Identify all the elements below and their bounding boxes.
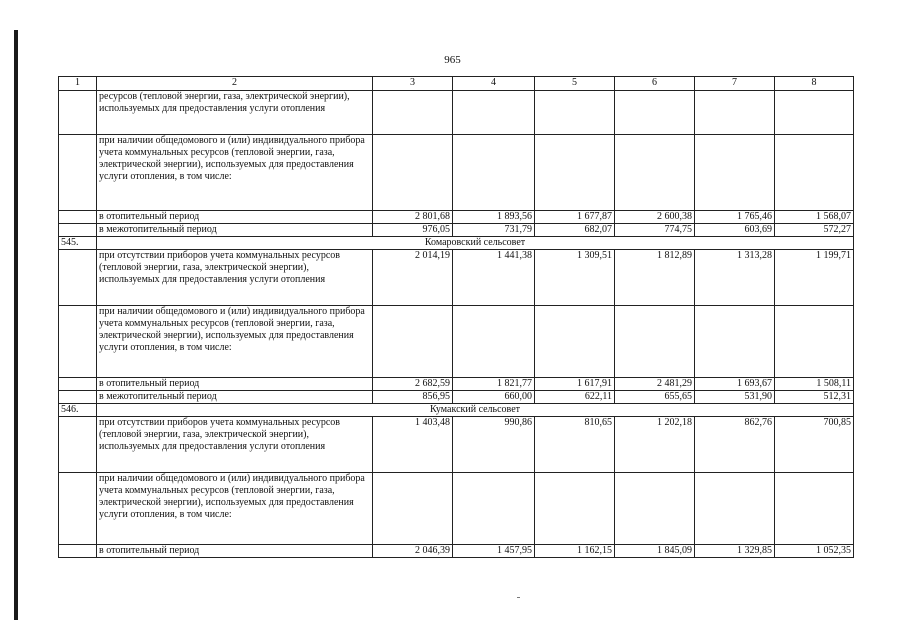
row-number-cell <box>59 91 97 135</box>
value-cell: 1 313,28 <box>695 250 775 306</box>
value-cell: 1 309,51 <box>535 250 615 306</box>
row-number-cell <box>59 417 97 473</box>
value-cell: 1 677,87 <box>535 211 615 224</box>
value-cell: 1 457,95 <box>453 545 535 558</box>
value-cell: 1 441,38 <box>453 250 535 306</box>
value-cell: 572,27 <box>775 224 854 237</box>
value-cell: 2 600,38 <box>615 211 695 224</box>
value-cell: 1 893,56 <box>453 211 535 224</box>
table-row <box>59 91 854 135</box>
description-cell: в отопительный период <box>97 545 373 558</box>
table-row <box>59 417 854 473</box>
table-row <box>59 250 854 306</box>
description-cell: в отопительный период <box>97 211 373 224</box>
table-row <box>59 473 854 545</box>
value-cell: 1 202,18 <box>615 417 695 473</box>
header-cell: 7 <box>695 77 775 91</box>
value-cell: 731,79 <box>453 224 535 237</box>
header-cell: 4 <box>453 77 535 91</box>
description-cell: при наличии общедомового и (или) индивидуального прибора учета коммунальных ресурсов (тепловой энергии, газа, электрической энергии), используемых для предоставления услуги отопления, в том числе: <box>97 473 373 545</box>
header-cell: 8 <box>775 77 854 91</box>
value-cell: 1 162,15 <box>535 545 615 558</box>
header-cell: 6 <box>615 77 695 91</box>
table-row <box>59 378 854 391</box>
value-cell: 2 801,68 <box>373 211 453 224</box>
row-number-cell <box>59 378 97 391</box>
value-cell: 682,07 <box>535 224 615 237</box>
value-cell: 603,69 <box>695 224 775 237</box>
header-cell: 1 <box>59 77 97 91</box>
description-cell: ресурсов (тепловой энергии, газа, электрической энергии), используемых для предоставления услуги отопления <box>97 91 373 135</box>
description-cell: при наличии общедомового и (или) индивидуального прибора учета коммунальных ресурсов (тепловой энергии, газа, электрической энергии), используемых для предоставления услуги отопления, в том числе: <box>97 306 373 378</box>
value-cell: 700,85 <box>775 417 854 473</box>
value-cell: 976,05 <box>373 224 453 237</box>
row-number-cell <box>59 391 97 404</box>
value-cell: 2 014,19 <box>373 250 453 306</box>
value-cell: 810,65 <box>535 417 615 473</box>
row-number-cell <box>59 135 97 211</box>
value-cell: 1 812,89 <box>615 250 695 306</box>
value-cell: 990,86 <box>453 417 535 473</box>
value-cell: 2 682,59 <box>373 378 453 391</box>
description-cell: при наличии общедомового и (или) индивидуального прибора учета коммунальных ресурсов (тепловой энергии, газа, электрической энергии), используемых для предоставления услуги отопления, в том числе: <box>97 135 373 211</box>
value-cell: 1 403,48 <box>373 417 453 473</box>
scan-artifact <box>517 597 520 598</box>
value-cell: 1 693,67 <box>695 378 775 391</box>
section-number: 546. <box>59 404 97 417</box>
description-cell: в межотопительный период <box>97 391 373 404</box>
table-row <box>59 224 854 237</box>
value-cell: 1 821,77 <box>453 378 535 391</box>
scan-edge-bar <box>14 30 18 620</box>
row-number-cell <box>59 545 97 558</box>
section-header-row <box>59 237 854 250</box>
header-cell: 3 <box>373 77 453 91</box>
row-number-cell <box>59 224 97 237</box>
value-cell: 660,00 <box>453 391 535 404</box>
table-row <box>59 306 854 378</box>
description-cell: в межотопительный период <box>97 224 373 237</box>
description-cell: при отсутствии приборов учета коммунальных ресурсов (тепловой энергии, газа, электрической энергии), используемых для предоставления услуги отопления <box>97 250 373 306</box>
value-cell: 512,31 <box>775 391 854 404</box>
value-cell: 2 481,29 <box>615 378 695 391</box>
section-title: Кумакский сельсовет <box>97 404 854 417</box>
description-cell: в отопительный период <box>97 378 373 391</box>
value-cell: 1 052,35 <box>775 545 854 558</box>
value-cell: 1 508,11 <box>775 378 854 391</box>
header-cell: 2 <box>97 77 373 91</box>
value-cell: 1 617,91 <box>535 378 615 391</box>
table-row <box>59 391 854 404</box>
value-cell: 531,90 <box>695 391 775 404</box>
value-cell: 774,75 <box>615 224 695 237</box>
value-cell: 1 199,71 <box>775 250 854 306</box>
tariff-table <box>58 76 854 558</box>
section-number: 545. <box>59 237 97 250</box>
description-cell: при отсутствии приборов учета коммунальных ресурсов (тепловой энергии, газа, электрической энергии), используемых для предоставления услуги отопления <box>97 417 373 473</box>
table-row <box>59 135 854 211</box>
section-title: Комаровский сельсовет <box>97 237 854 250</box>
value-cell: 1 329,85 <box>695 545 775 558</box>
value-cell: 1 845,09 <box>615 545 695 558</box>
value-cell: 622,11 <box>535 391 615 404</box>
table-row <box>59 211 854 224</box>
value-cell: 655,65 <box>615 391 695 404</box>
row-number-cell <box>59 473 97 545</box>
row-number-cell <box>59 306 97 378</box>
column-number-row <box>59 77 854 91</box>
section-header-row <box>59 404 854 417</box>
header-cell: 5 <box>535 77 615 91</box>
page-number: 965 <box>444 54 461 66</box>
table-row <box>59 545 854 558</box>
value-cell: 856,95 <box>373 391 453 404</box>
value-cell: 2 046,39 <box>373 545 453 558</box>
row-number-cell <box>59 211 97 224</box>
value-cell: 862,76 <box>695 417 775 473</box>
row-number-cell <box>59 250 97 306</box>
value-cell: 1 568,07 <box>775 211 854 224</box>
value-cell: 1 765,46 <box>695 211 775 224</box>
